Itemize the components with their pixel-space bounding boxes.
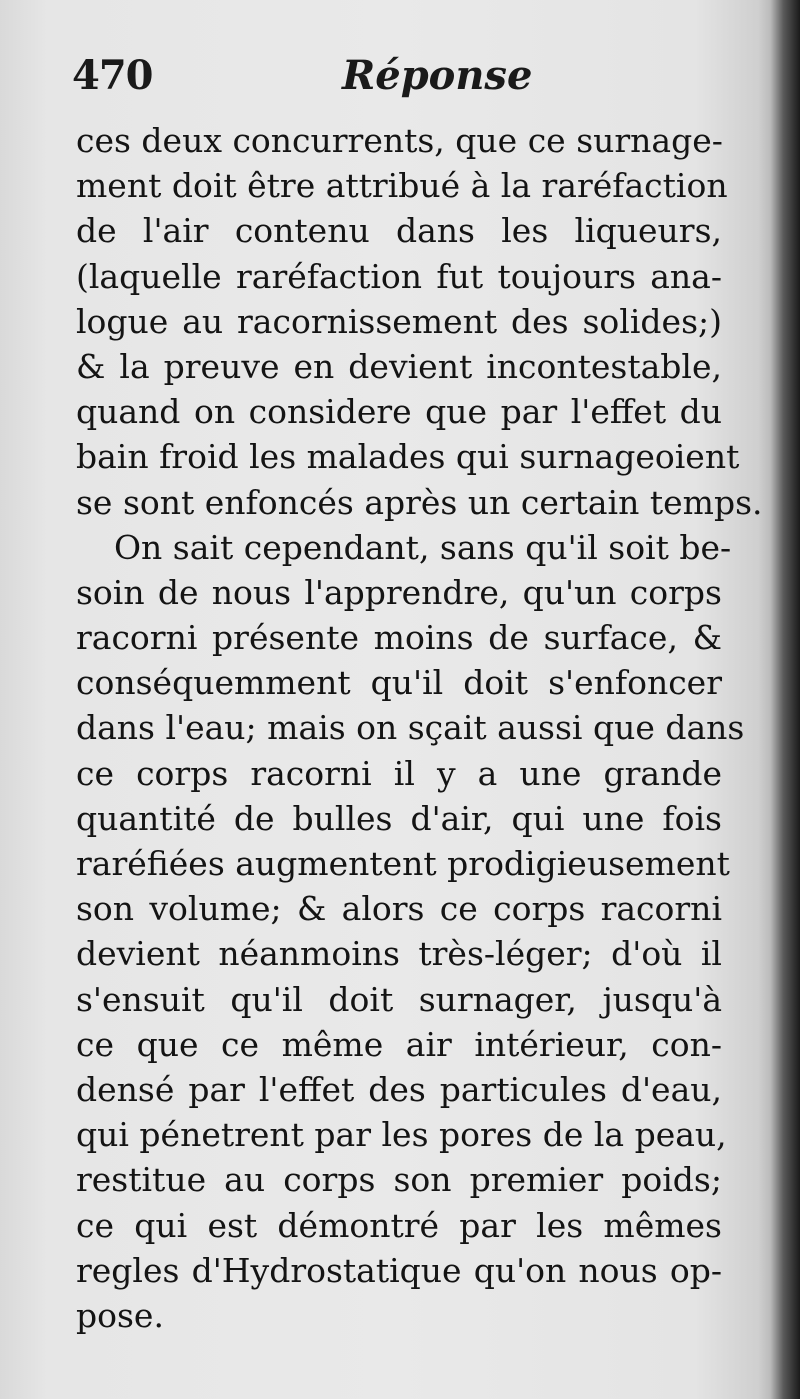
text-line: & la preuve en devient incontestable, [76, 346, 722, 386]
text-line: quantité de bulles d'air, qui une fois [76, 798, 722, 838]
page-header [72, 52, 732, 112]
text-line: On sait cependant, sans qu'il soit be- [114, 527, 732, 567]
running-head: Réponse [342, 52, 533, 99]
text-line: quand on considere que par l'effet du [76, 392, 722, 432]
text-line: ces deux concurrents, que ce surnage- [76, 121, 723, 160]
text-line: devient néanmoins très-léger; d'où il [76, 934, 722, 974]
text-line: racorni présente moins de surface, & [76, 618, 722, 658]
text-line: qui pénetrent par les pores de la peau, [76, 1115, 727, 1155]
text-line: se sont enfoncés après un certain temps. [76, 482, 763, 522]
text-line: densé par l'effet des particules d'eau, [76, 1069, 722, 1109]
text-line: regles d'Hydrostatique qu'on nous op- [76, 1250, 722, 1290]
text-line: son volume; & alors ce corps racorni [76, 889, 722, 929]
text-line: (laquelle raréfaction fut toujours ana- [76, 256, 722, 296]
text-line: ce corps racorni il y a une grande [76, 753, 722, 793]
text-line: logue au racornissement des solides;) [76, 301, 722, 341]
text-line: conséquemment qu'il doit s'enfoncer [76, 663, 722, 703]
page-edge-shadow [770, 0, 800, 1399]
text-line: pose. [76, 1295, 164, 1335]
body-text [76, 118, 763, 1338]
page-number: 470 [72, 52, 153, 99]
text-line: ment doit être attribué à la raréfaction [76, 166, 728, 206]
text-line: restitue au corps son premier poids; [76, 1160, 722, 1200]
text-line: dans l'eau; mais on sçait aussi que dans [76, 708, 745, 748]
text-line: de l'air contenu dans les liqueurs, [76, 211, 722, 251]
text-line: raréfiées augmentent prodigieusement [76, 844, 730, 883]
text-line: soin de nous l'apprendre, qu'un corps [76, 572, 722, 612]
text-line: bain froid les malades qui surnageoient [76, 437, 740, 477]
text-line: s'ensuit qu'il doit surnager, jusqu'à [76, 979, 722, 1019]
text-line: ce que ce même air intérieur, con- [76, 1024, 722, 1064]
text-line: ce qui est démontré par les mêmes [76, 1205, 722, 1245]
